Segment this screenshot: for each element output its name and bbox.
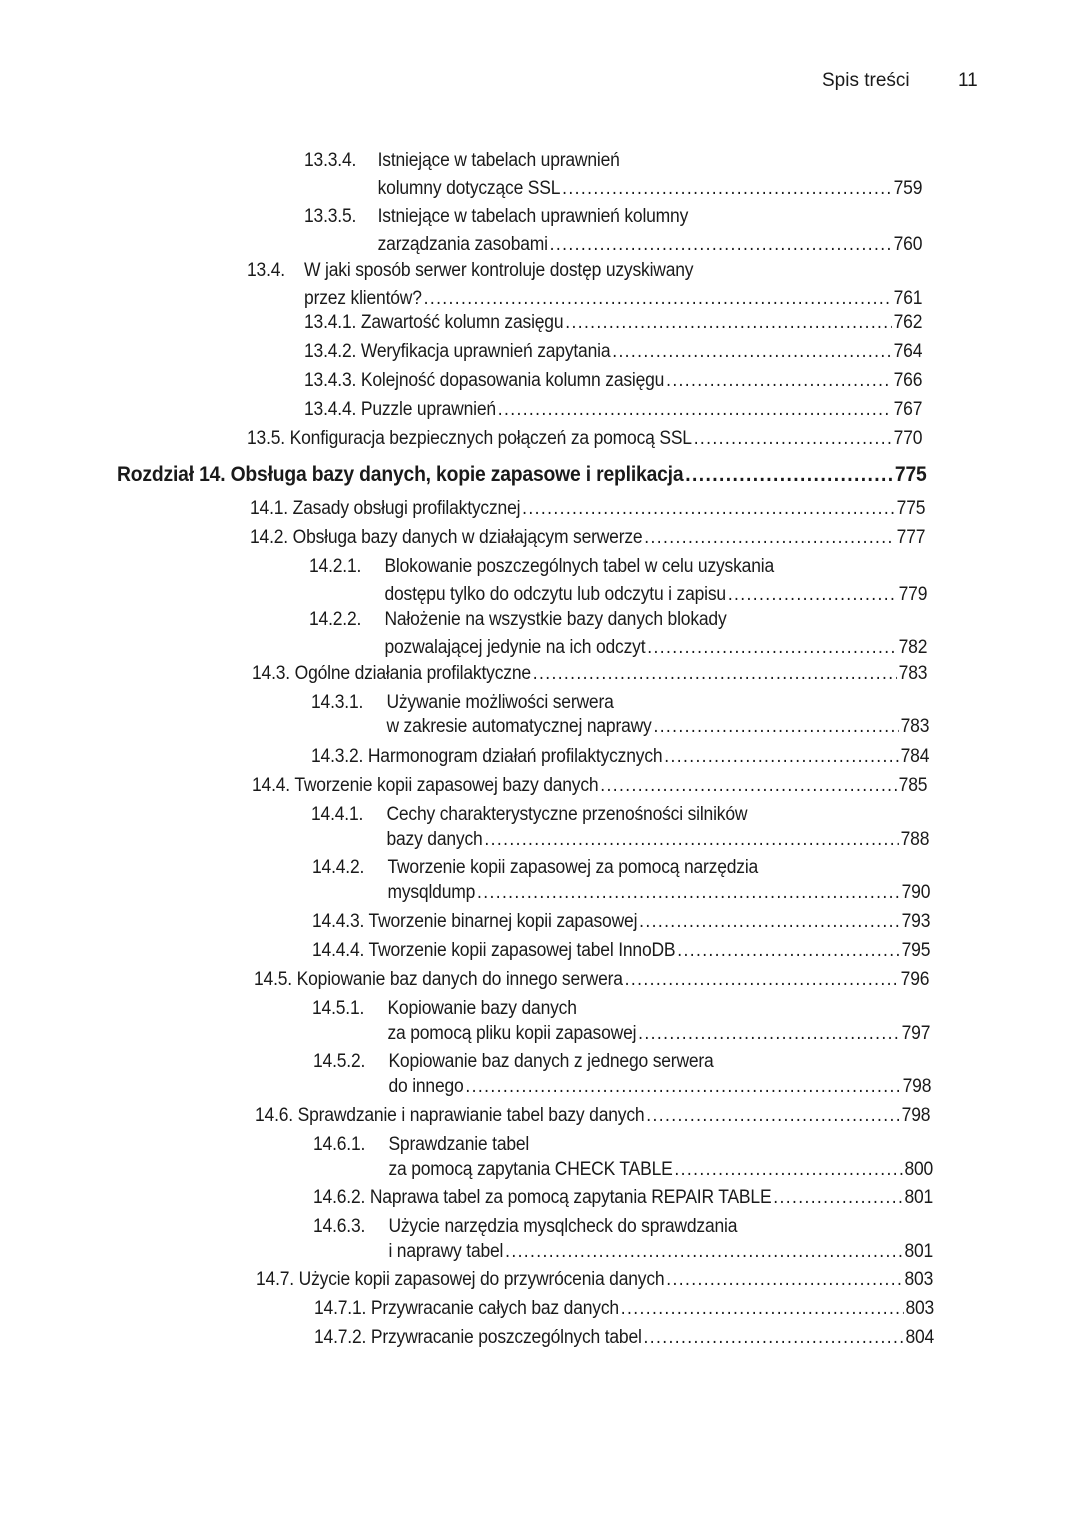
- entry-leader-line: [378, 174, 923, 203]
- entry-number: 13.3.4.: [304, 150, 357, 171]
- entry-page: 782: [898, 637, 928, 658]
- entry-title: Nałożenie na wszystkie bazy danych blokady: [384, 609, 727, 630]
- entry-number: 14.5.1.: [312, 998, 365, 1019]
- entry-leader-line: [256, 1265, 933, 1294]
- entry-number: 14.6.2.: [313, 1187, 366, 1208]
- entry-title: Weryfikacja uprawnień zapytania: [360, 341, 611, 362]
- entry-number: 13.4.4.: [304, 399, 357, 420]
- entry-number: 14.7.1.: [314, 1298, 367, 1319]
- entry-page: 759: [893, 178, 923, 199]
- entry-number: 14.4.2.: [312, 857, 365, 878]
- entry-title: Kopiowanie bazy danych: [387, 998, 577, 1019]
- entry-title: Istniejące w tabelach uprawnień: [377, 150, 620, 171]
- entry-number: 14.3.1.: [311, 692, 364, 713]
- entry-page: 797: [901, 1023, 931, 1044]
- entry-leader-line: [387, 1019, 930, 1048]
- entry-title-cont: kolumny dotyczące SSL: [377, 178, 561, 199]
- entry-title-cont: i naprawy tabel: [388, 1241, 504, 1262]
- entry-page: 770: [893, 428, 923, 449]
- entry-page: 803: [904, 1269, 934, 1290]
- entry-title: Używanie możliwości serwera: [386, 692, 614, 713]
- entry-page: 795: [901, 940, 931, 961]
- entry-title: Użycie kopii zapasowej do przywrócenia danych: [298, 1269, 665, 1290]
- entry-page: 800: [904, 1159, 934, 1180]
- entry-title-cont: bazy danych: [386, 829, 483, 850]
- entry-leader-line: [388, 1237, 933, 1266]
- entry-number: 14.5.2.: [313, 1051, 366, 1072]
- entry-number: 14.4.1.: [311, 804, 364, 825]
- entry-number: 14.5.: [254, 969, 292, 990]
- chapter-number: Rozdział 14.: [117, 463, 226, 486]
- entry-page: 804: [905, 1327, 935, 1348]
- entry-leader-line: [304, 395, 922, 424]
- entry-page: 779: [898, 584, 928, 605]
- entry-title: Konfiguracja bezpiecznych połączeń za pomocą SSL: [289, 428, 692, 449]
- entry-title: Ogólne działania profilaktyczne: [294, 663, 531, 684]
- entry-number: 14.6.3.: [313, 1216, 366, 1237]
- entry-number: 13.5.: [247, 428, 285, 449]
- entry-page: 796: [900, 969, 930, 990]
- entry-leader-line: [247, 424, 922, 453]
- entry-title: Sprawdzanie i naprawianie tabel bazy danych: [297, 1105, 645, 1126]
- entry-leader-line: [250, 494, 925, 523]
- entry-number: 14.6.: [255, 1105, 293, 1126]
- entry-number: 14.6.1.: [313, 1134, 366, 1155]
- entry-title-cont: za pomocą zapytania CHECK TABLE: [388, 1159, 673, 1180]
- entry-leader-line: [311, 742, 929, 771]
- entry-title: Tworzenie binarnej kopii zapasowej: [368, 911, 638, 932]
- entry-title: W jaki sposób serwer kontroluje dostęp uzyskiwany: [304, 260, 694, 281]
- entry-title: Naprawa tabel za pomocą zapytania REPAIR TABLE: [369, 1187, 772, 1208]
- entry-page: 798: [902, 1076, 932, 1097]
- entry-page: 767: [893, 399, 923, 420]
- entry-title: Tworzenie kopii zapasowej bazy danych: [294, 775, 599, 796]
- entry-leader-line: [386, 712, 929, 741]
- entry-page: 762: [893, 312, 923, 333]
- entry-title-cont: zarządzania zasobami: [377, 234, 548, 255]
- entry-title-cont: pozwalającej jedynie na ich odczyt: [384, 637, 646, 658]
- entry-title: Obsługa bazy danych w działającym serwerze: [292, 527, 643, 548]
- entry-page: 803: [905, 1298, 935, 1319]
- entry-page: 777: [896, 527, 926, 548]
- running-title: Spis treści: [822, 70, 910, 91]
- entry-leader-line: [384, 633, 927, 662]
- entry-leader-line: [250, 523, 925, 552]
- entry-title: Istniejące w tabelach uprawnień kolumny: [377, 206, 689, 227]
- entry-title: Zasady obsługi profilaktycznej: [292, 498, 521, 519]
- entry-number: 14.2.1.: [309, 556, 362, 577]
- entry-title: Użycie narzędzia mysqlcheck do sprawdzania: [388, 1216, 738, 1237]
- entry-number: 14.7.: [256, 1269, 294, 1290]
- entry-page: 790: [901, 882, 931, 903]
- entry-leader-line: [304, 308, 922, 337]
- entry-number: 13.3.5.: [304, 206, 357, 227]
- entry-title-cont: przez klientów?: [304, 288, 422, 309]
- entry-title-cont: do innego: [388, 1076, 464, 1097]
- entry-leader-line: [117, 460, 927, 489]
- entry-leader-line: [386, 825, 929, 854]
- chapter-title: Obsługa bazy danych, kopie zapasowe i replikacja: [230, 463, 684, 486]
- entry-page: 784: [900, 746, 930, 767]
- entry-title-cont: dostępu tylko do odczytu lub odczytu i zapisu: [384, 584, 726, 605]
- entry-title: Cechy charakterystyczne przenośności silników: [386, 804, 748, 825]
- entry-number: 14.3.2.: [311, 746, 364, 767]
- page-header: [0, 70, 1080, 100]
- entry-number: 14.2.2.: [309, 609, 362, 630]
- entry-page: 760: [893, 234, 923, 255]
- entry-page: 761: [893, 288, 923, 309]
- entry-number: 13.4.: [247, 260, 285, 281]
- entry-number: 13.4.3.: [304, 370, 357, 391]
- entry-page: 801: [904, 1241, 934, 1262]
- entry-leader-line: [314, 1294, 934, 1323]
- entry-leader-line: [252, 659, 927, 688]
- entry-title: Przywracanie poszczególnych tabel: [370, 1327, 642, 1348]
- entry-page: 766: [893, 370, 923, 391]
- entry-page: 788: [900, 829, 930, 850]
- entry-page: 783: [898, 663, 928, 684]
- entry-leader-line: [312, 907, 930, 936]
- entry-leader-line: [252, 771, 927, 800]
- entry-leader-line: [255, 1101, 930, 1130]
- entry-leader-line: [387, 878, 930, 907]
- entry-number: 14.3.: [252, 663, 290, 684]
- page-number: 11: [958, 70, 978, 91]
- entry-leader-line: [378, 230, 923, 259]
- entry-leader-line: [388, 1155, 933, 1184]
- entry-page: 785: [898, 775, 928, 796]
- entry-leader-line: [304, 337, 922, 366]
- entry-title-cont: w zakresie automatycznej naprawy: [386, 716, 652, 737]
- entry-title: Puzzle uprawnień: [360, 399, 496, 420]
- entry-title: Blokowanie poszczególnych tabel w celu uzyskania: [384, 556, 774, 577]
- entry-leader-line: [313, 1183, 933, 1212]
- entry-number: 13.4.2.: [304, 341, 357, 362]
- entry-number: 14.4.4.: [312, 940, 365, 961]
- entry-title: Sprawdzanie tabel: [388, 1134, 530, 1155]
- entry-title: Przywracanie całych baz danych: [370, 1298, 619, 1319]
- entry-page: 764: [893, 341, 923, 362]
- entry-title: Tworzenie kopii zapasowej tabel InnoDB: [368, 940, 676, 961]
- entry-page: 775: [894, 463, 927, 486]
- entry-title-cont: mysqldump: [387, 882, 476, 903]
- entry-leader-line: [254, 965, 929, 994]
- entry-title: Harmonogram działań profilaktycznych: [367, 746, 663, 767]
- entry-number: 14.4.3.: [312, 911, 365, 932]
- entry-leader-line: [312, 936, 930, 965]
- entry-page: 775: [896, 498, 926, 519]
- entry-page: 783: [900, 716, 930, 737]
- entry-title: Kolejność dopasowania kolumn zasięgu: [360, 370, 665, 391]
- entry-number: 14.1.: [250, 498, 288, 519]
- entry-page: 798: [901, 1105, 931, 1126]
- entry-number: 14.2.: [250, 527, 288, 548]
- entry-page: 801: [904, 1187, 934, 1208]
- entry-leader-line: [314, 1323, 934, 1352]
- entry-title: Kopiowanie baz danych z jednego serwera: [388, 1051, 714, 1072]
- entry-title-cont: za pomocą pliku kopii zapasowej: [387, 1023, 637, 1044]
- entry-title: Zawartość kolumn zasięgu: [360, 312, 564, 333]
- entry-number: 14.7.2.: [314, 1327, 367, 1348]
- entry-page: 793: [901, 911, 931, 932]
- entry-leader-line: [304, 366, 922, 395]
- entry-title: Kopiowanie baz danych do innego serwera: [296, 969, 623, 990]
- entry-number: 13.4.1.: [304, 312, 357, 333]
- entry-title: Tworzenie kopii zapasowej za pomocą narzędzia: [387, 857, 759, 878]
- entry-number: 14.4.: [252, 775, 290, 796]
- entry-leader-line: [388, 1072, 931, 1101]
